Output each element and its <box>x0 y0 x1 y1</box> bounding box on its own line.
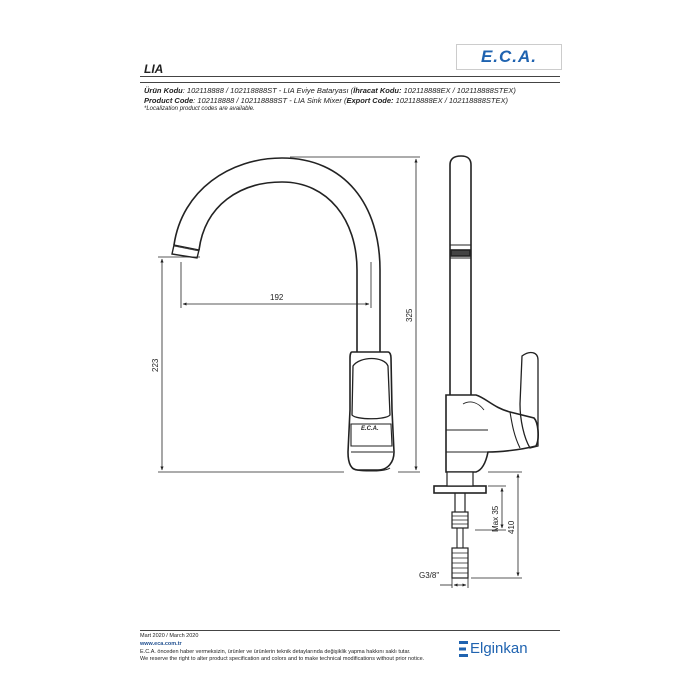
footer-notice-tr: E.C.A. önceden haber vermeksizin, ürünler ve ürünlerin teknik detaylarında değişiklik yapma hakkını saklı tutar. <box>140 649 411 655</box>
dimension-reach-label: 192 <box>270 293 284 302</box>
footer-url[interactable]: www.eca.com.tr <box>140 641 182 647</box>
dimension-max-thickness-label: Max 35 <box>491 505 500 532</box>
localization-note: *Localization product codes are available. <box>144 106 255 112</box>
elginkan-brand: Elginkan <box>470 640 528 657</box>
eca-logo-text: E.C.A. <box>480 47 538 66</box>
side-spout <box>450 156 471 395</box>
spout-inner-curve <box>199 182 357 352</box>
dimension-hose-length-label: 410 <box>507 520 516 534</box>
side-aerator <box>451 250 470 256</box>
export-code-tr-label: İhracat Kodu: <box>353 86 402 95</box>
product-title: LIA <box>144 62 164 76</box>
handle-lever <box>352 359 390 419</box>
dimension-spout-height-label: 223 <box>151 358 160 372</box>
dimension-thread <box>440 578 468 588</box>
spout-outer-curve <box>174 158 380 352</box>
elginkan-logo-icon <box>459 641 468 657</box>
aerator <box>172 245 199 258</box>
side-handle <box>520 353 538 448</box>
handle-logo: E.C.A. <box>361 426 379 432</box>
footer-notice-en: We reserve the right to alter product specification and colors and to make technical modifications without prior notice. <box>140 656 425 662</box>
product-code-tr-text: : 102118888 / 102118888ST - LIA Eviye Bataryası ( <box>182 86 354 95</box>
mounting-washer <box>434 486 486 493</box>
export-code-tr-text: 102118888EX / 102118888STEX) <box>401 86 516 95</box>
export-code-en-text: 102118888EX / 102118888STEX) <box>393 96 508 105</box>
footer-date: Mart 2020 / March 2020 <box>140 633 199 639</box>
footer-rule <box>140 630 560 631</box>
dimension-spout-height <box>158 257 344 472</box>
front-view-faucet <box>172 158 394 471</box>
dimension-total-height <box>290 157 420 472</box>
export-code-en-label: Export Code: <box>346 96 394 105</box>
product-code-en-text: : 102118888 / 102118888ST - LIA Sink Mixer ( <box>193 96 347 105</box>
side-view-faucet <box>434 156 538 578</box>
product-code-tr-label: Ürün Kodu <box>144 86 183 95</box>
dimension-total-height-label: 325 <box>405 308 414 322</box>
dimension-thread-label: G3/8" <box>419 571 440 580</box>
product-code-en-label: Product Code <box>144 96 194 105</box>
